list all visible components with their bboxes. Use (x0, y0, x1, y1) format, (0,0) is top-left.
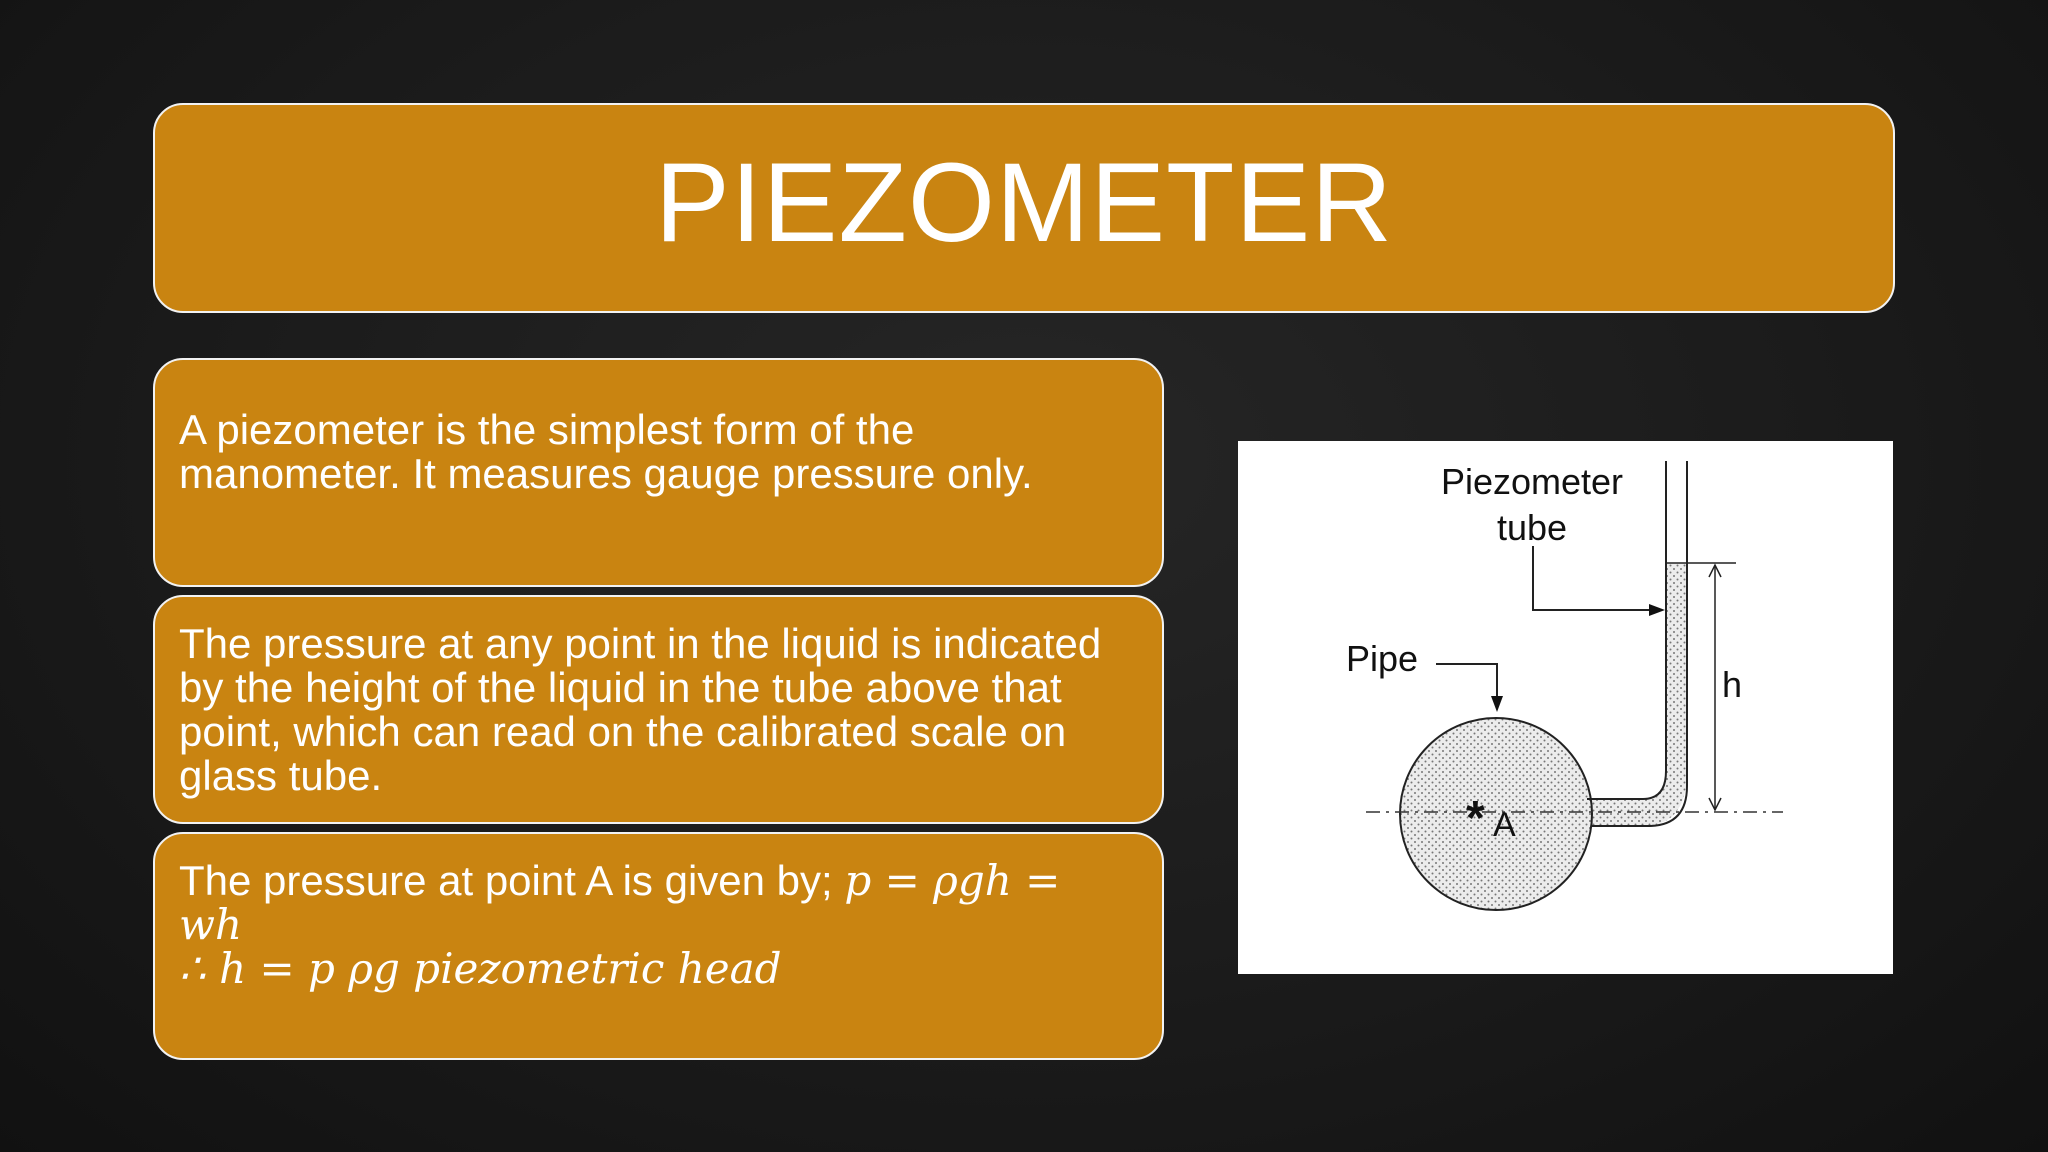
formula-text (179, 856, 1134, 993)
elbow-inner-wall (1587, 771, 1666, 799)
tube-label-leader (1533, 546, 1656, 610)
title-banner (153, 103, 1895, 313)
formula-intro: The pressure at point A is given by; (179, 857, 845, 904)
explanation-line-3: point, which can read on the calibrated scale on (179, 707, 1067, 755)
pressure-formula: p = ρgh = wh (179, 856, 1061, 949)
point-a-label: A (1493, 806, 1516, 844)
explanation-line-2: by the height of the liquid in the tube above that (179, 663, 1062, 711)
explanation-line-4: glass tube. (179, 751, 383, 799)
explanation-line-1: The pressure at any point in the liquid is indicated (179, 619, 1102, 667)
piezometer-diagram-svg (1238, 441, 1893, 974)
definition-box (153, 358, 1164, 587)
pipe-label-leader (1436, 664, 1497, 703)
pipe-label: Pipe (1346, 638, 1419, 679)
piezometric-head-formula: ∴ h = p ρg piezometric head (179, 944, 782, 993)
definition-text (179, 405, 1033, 497)
definition-line-2: manometer. It measures gauge pressure only. (179, 449, 1033, 497)
tube-label-line-2: tube (1496, 507, 1568, 548)
slide-title: PIEZOMETER (654, 140, 1394, 265)
point-a-marker: * (1466, 792, 1485, 845)
pipe-label-arrowhead (1491, 696, 1503, 712)
definition-line-1: A piezometer is the simplest form of the (179, 405, 915, 453)
pressure-explanation-box (153, 595, 1164, 824)
piezometer-diagram (1238, 441, 1893, 974)
formula-box (153, 832, 1164, 1060)
height-label: h (1722, 664, 1743, 705)
pressure-explanation-text (179, 619, 1102, 799)
tube-label-line-1: Piezometer (1440, 461, 1624, 502)
tube-label-arrowhead (1649, 604, 1665, 616)
tube-liquid (1666, 563, 1687, 771)
